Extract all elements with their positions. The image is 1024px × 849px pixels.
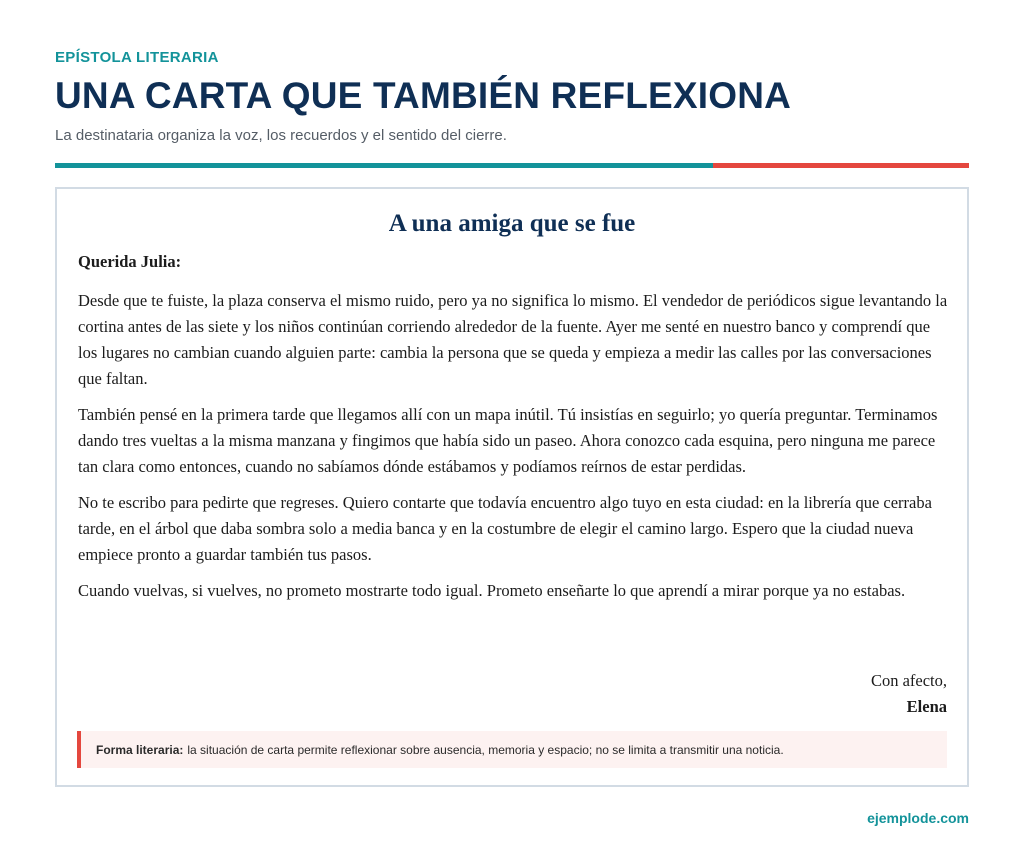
letter-sign-off: Con afecto,: [870, 671, 947, 690]
letter-paragraph: Cuando vuelvas, si vuelves, no prometo mostrarte todo igual. Prometo enseñarte lo que aprendí a mirar porque ya no estabas.: [78, 581, 906, 600]
divider-red-segment: [713, 163, 969, 168]
section-kicker: EPÍSTOLA LITERARIA: [55, 49, 219, 66]
footer-brand-link[interactable]: ejemplode.com: [867, 810, 969, 826]
letter-paragraph: También pensé en la primera tarde que llegamos allí con un mapa inútil. Tú insistías en seguirlo; yo quería preguntar. Terminamos dando tres vueltas a la misma manzana y fingimos que había sido un paseo. Ahora conozco cada esquina, pero ninguna me parece tan clara como entonces, cuando no sabíamos dónde estábamos y podíamos reírnos de estar perdidas.: [78, 405, 938, 476]
letter-paragraph: Desde que te fuiste, la plaza conserva el mismo ruido, pero ya no significa lo mismo. El vendedor de periódicos sigue levantando la cortina antes de las siete y los niños continúan corriendo alrededor de la fuente. Ayer me senté en nuestro banco y comprendí que los lugares no cambian cuando alguien parte: cambia la persona que se queda y empieza a medir las calles por las conversaciones que faltan.: [78, 291, 948, 388]
divider-teal-segment: [55, 163, 713, 168]
header-divider: [55, 163, 969, 168]
letter-title: A una amiga que se fue: [388, 210, 636, 237]
letter-closing: [871, 668, 947, 720]
letter-paragraph: No te escribo para pedirte que regreses. Quiero contarte que todavía encuentro algo tuyo en esta ciudad: en la librería que cerraba tarde, en el árbol que daba sombra solo a media banca y en la costumbre de elegir el camino largo. Espero que la ciudad nueva empiece pronto a guardar también tus pasos.: [78, 493, 932, 564]
literary-form-note: [77, 731, 947, 768]
page-title: UNA CARTA QUE TAMBIÉN REFLEXIONA: [55, 75, 792, 116]
letter-signature: Elena: [906, 697, 947, 716]
letter-card: [55, 187, 969, 787]
note-text: la situación de carta permite reflexionar sobre ausencia, memoria y espacio; no se limita a transmitir una noticia.: [187, 742, 784, 757]
letter-salutation: Querida Julia:: [78, 252, 182, 271]
note-label: Forma literaria:: [96, 742, 184, 757]
letter-body: [78, 288, 948, 614]
page-subtitle: La destinataria organiza la voz, los recuerdos y el sentido del cierre.: [55, 127, 507, 144]
